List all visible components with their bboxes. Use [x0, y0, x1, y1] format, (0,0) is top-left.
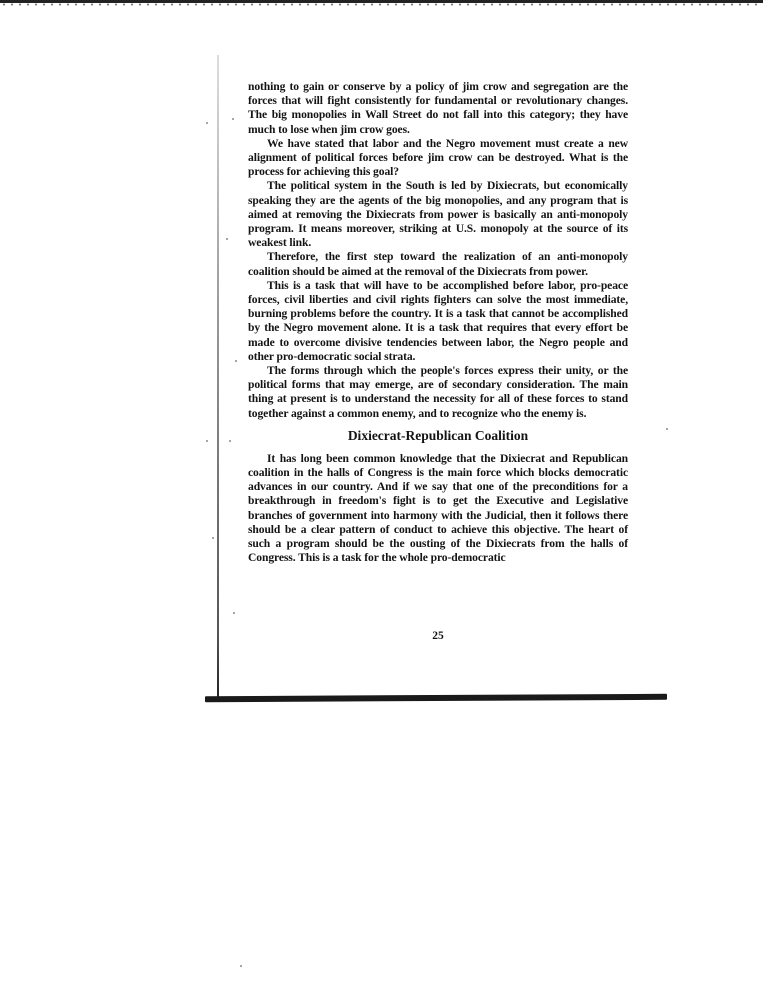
section-heading: Dixiecrat-Republican Coalition — [347, 427, 529, 443]
bottom-border-rule — [205, 694, 667, 702]
scan-speck — [233, 612, 235, 614]
top-perforation-dots — [0, 3, 763, 6]
body-paragraph: nothing to gain or conserve by a policy of jim crow and segregation are the forces that will fight consistently for fundamental or revolutionary changes. The big monopolies in Wall Street do not fall into this category; they have much to lose when jim crow goes. — [248, 80, 628, 136]
scan-speck — [240, 965, 242, 967]
page-text-block — [248, 80, 628, 642]
scan-speck — [235, 360, 237, 362]
scan-speck — [666, 428, 668, 430]
page-number: 25 — [432, 630, 444, 642]
scan-speck — [226, 238, 228, 240]
binding-edge-line — [217, 55, 219, 700]
body-paragraph: The forms through which the people's forces express their unity, or the political forms that may emerge, are of secondary consideration. The main thing at present is to understand the necessity for all of these forces to stand together against a common enemy, and to recognize who the enemy is. — [248, 364, 628, 420]
scan-speck — [212, 537, 214, 539]
body-paragraph: Therefore, the first step toward the realization of an anti-monopoly coalition should be aimed at the removal of the Dixiecrats from power. — [248, 250, 628, 278]
body-paragraph: This is a task that will have to be accomplished before labor, pro-peace forces, civil liberties and civil rights fighters can solve the most immediate, burning problems before the country. It is a task that cannot be accomplished by the Negro movement alone. It is a task that requires that every effort be made to overcome divisive tendencies between labor, the Negro people and other pro-democratic social strata. — [248, 278, 628, 363]
body-paragraph: It has long been common knowledge that the Dixiecrat and Republican coalition in the halls of Congress is the main force which blocks democratic advances in our country. And if we say that one of the preconditions for a breakthrough in freedom's fight is to get the Executive and Legislative branches of government into harmony with the Judicial, then it follows there should be a clear pattern of conduct to achieve this objective. The heart of such a program should be the ousting of the Dixiecrats from the halls of Congress. This is a task for the whole pro-democratic — [248, 451, 628, 565]
scan-speck — [232, 118, 234, 120]
scan-speck — [206, 440, 208, 442]
body-paragraph: We have stated that labor and the Negro movement must create a new alignment of political forces before jim crow can be destroyed. What is the process for achieving this goal? — [248, 136, 628, 179]
scan-speck — [229, 440, 231, 442]
body-paragraph: The political system in the South is led by Dixiecrats, but economically speaking they are the agents of the big monopolies, and any program that is aimed at removing the Dixiecrats from power is basically an anti-monopoly program. It means moreover, striking at U.S. monopoly at the source of its weakest link. — [248, 179, 628, 250]
scan-speck — [206, 122, 208, 124]
